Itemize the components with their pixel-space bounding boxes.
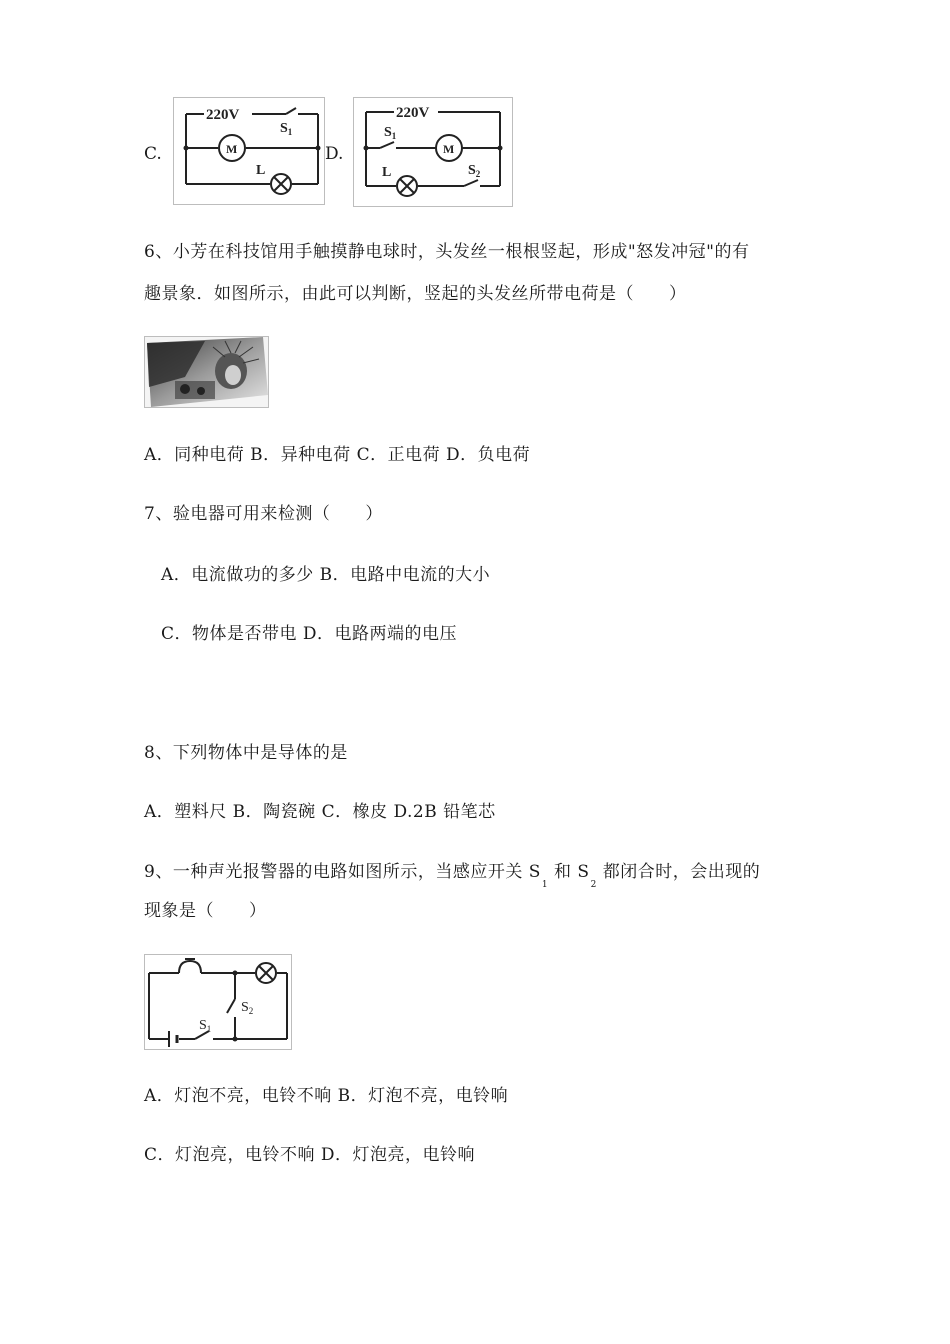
q8-stem: 8、下列物体中是导体的是 xyxy=(144,743,348,763)
q8-options: A．塑料尺 B．陶瓷碗 C．橡皮 D.2B 铅笔芯 xyxy=(144,802,496,822)
s1-subscript: 1 xyxy=(541,880,549,890)
s2-label: S xyxy=(241,1000,249,1015)
q7-stem: 7、验电器可用来检测（ ） xyxy=(144,504,383,524)
lamp-label: L xyxy=(256,163,266,178)
q6-options: A．同种电荷 B．异种电荷 C．正电荷 D．负电荷 xyxy=(144,445,531,465)
q6-stem-line1: 6、小芳在科技馆用手触摸静电球时，头发丝一根根竖起，形成"怒发冲冠"的有 xyxy=(144,242,750,262)
voltage-label: 220V xyxy=(396,105,430,121)
q9-options-2: C．灯泡亮，电铃不响 D．灯泡亮，电铃响 xyxy=(144,1145,476,1165)
q6-stem-line2: 趣景象．如图所示，由此可以判断，竖起的头发丝所带电荷是（ ） xyxy=(144,284,687,304)
q9-options-1: A．灯泡不亮，电铃不响 B．灯泡不亮，电铃响 xyxy=(144,1086,509,1106)
circuit-diagram-c xyxy=(173,97,325,205)
switch2-label: S xyxy=(468,163,476,178)
svg-text:S2 xyxy=(241,1000,253,1016)
s2-subscript: 2 xyxy=(590,880,597,890)
svg-text:S2 xyxy=(468,163,481,179)
circuit-diagram-d xyxy=(353,97,513,207)
voltage-label: 220V xyxy=(206,107,240,123)
svg-text:S1 xyxy=(199,1018,211,1034)
s1-label: S xyxy=(199,1018,207,1033)
q9-stem-line1 xyxy=(144,860,760,897)
switch1-sub: 1 xyxy=(391,131,397,141)
switch-label: S xyxy=(280,121,288,136)
switch-sub: 1 xyxy=(287,127,293,137)
option-d-label: D. xyxy=(325,144,344,164)
switch2-sub: 2 xyxy=(475,169,481,179)
q9-text-a: 9、一种声光报警器的电路如图所示，当感应开关 S xyxy=(144,862,541,882)
q9-text-c: 都闭合时，会出现的 xyxy=(596,862,761,882)
motor-label: M xyxy=(443,142,455,156)
alarm-circuit-diagram xyxy=(144,954,292,1050)
svg-text:S1 xyxy=(384,125,397,141)
static-ball-photo xyxy=(144,336,269,408)
q7-options-2: C．物体是否带电 D．电路两端的电压 xyxy=(161,624,458,644)
q9-text-b: 和 S xyxy=(548,862,590,882)
switch1-label: S xyxy=(384,125,392,140)
lamp-label: L xyxy=(382,165,392,180)
s2-label-sub: 2 xyxy=(248,1006,254,1016)
q9-stem-line2: 现象是（ ） xyxy=(144,901,267,921)
svg-text:S1 xyxy=(280,121,293,137)
s1-label-sub: 1 xyxy=(206,1024,212,1034)
q7-options-1: A．电流做功的多少 B．电路中电流的大小 xyxy=(161,565,491,585)
motor-label: M xyxy=(226,142,238,156)
option-c-label: C. xyxy=(144,144,162,164)
